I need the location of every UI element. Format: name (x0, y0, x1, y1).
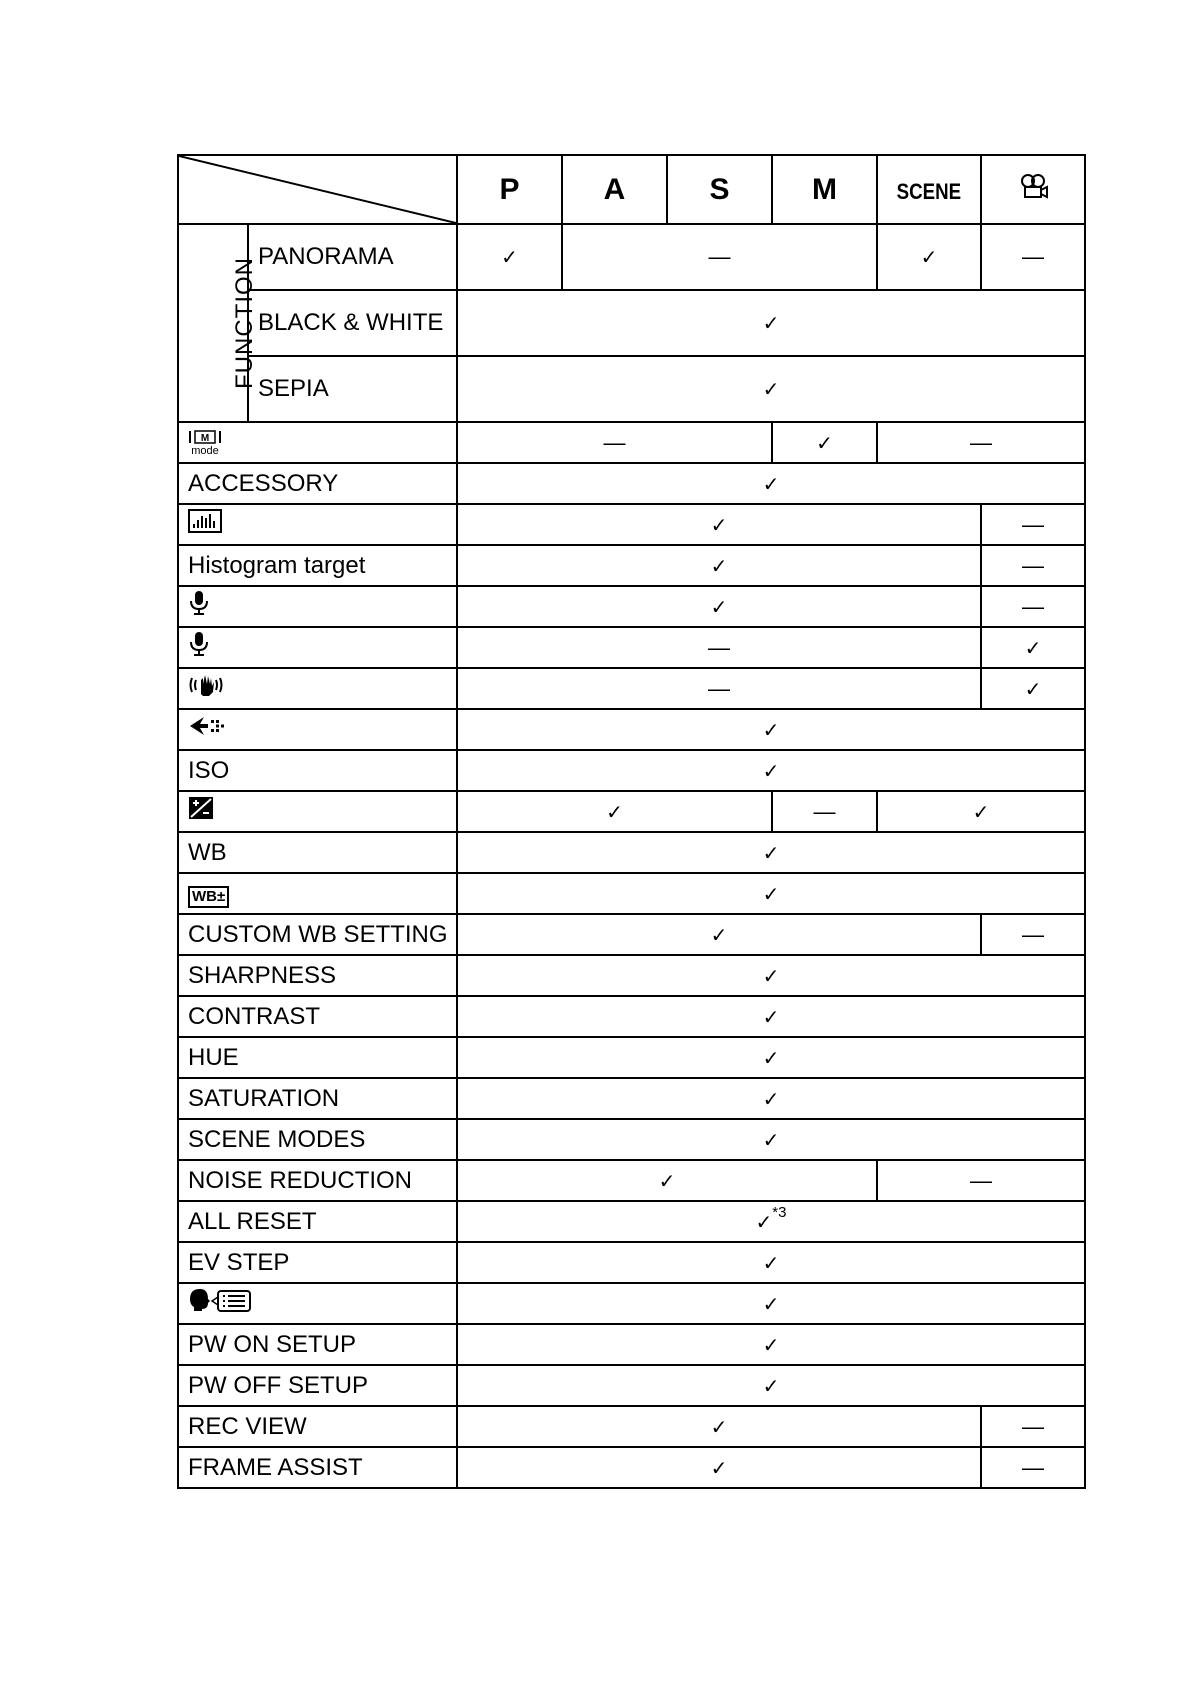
cell-check: ✓ (457, 356, 1085, 422)
cell-dash: — (981, 1447, 1085, 1488)
scene-label: SCENE (896, 178, 962, 204)
table-row-mic-movie (178, 627, 1085, 668)
cell-dash: — (457, 627, 981, 668)
language-icon (188, 1287, 252, 1313)
table-row-black-white (178, 290, 1085, 356)
exposure-compensation-icon (188, 796, 214, 820)
cell-dash: — (772, 791, 877, 832)
my-mode-icon: M mode (191, 433, 219, 458)
cell-dash: — (457, 668, 981, 709)
row-label-panorama: PANORAMA (248, 224, 457, 290)
table-row-custom-wb (178, 914, 1085, 955)
diagonal-line (179, 156, 456, 223)
cell-check: ✓ (457, 1078, 1085, 1119)
cell-check: ✓ (457, 1037, 1085, 1078)
table-row-noise-reduction (178, 1160, 1085, 1201)
col-header-movie (981, 155, 1085, 224)
row-label-accessory: ACCESSORY (178, 463, 457, 504)
cell-check: ✓ (457, 1119, 1085, 1160)
cell-dash: — (877, 1160, 1085, 1201)
table-row-accessory (178, 463, 1085, 504)
row-label-custom-wb: CUSTOM WB SETTING (178, 914, 457, 955)
histogram-icon (188, 509, 222, 533)
row-label-mic-movie (178, 627, 457, 668)
cell-dash: — (877, 422, 1085, 463)
cell-check: ✓ (457, 545, 981, 586)
table-row-histogram-target (178, 545, 1085, 586)
cell-dash: — (562, 224, 877, 290)
cell-check: ✓ (457, 1324, 1085, 1365)
row-label-histogram (178, 504, 457, 545)
table-row-iso (178, 750, 1085, 791)
cell-check: ✓ (457, 750, 1085, 791)
col-header-a: A (562, 155, 667, 224)
cell-dash: — (457, 422, 772, 463)
table-row-sharpness (178, 955, 1085, 996)
cell-dash: — (981, 504, 1085, 545)
table-row-wb (178, 832, 1085, 873)
table-row-stabilizer (178, 668, 1085, 709)
row-label-language (178, 1283, 457, 1324)
cell-check: ✓ (877, 791, 1085, 832)
cell-dash: — (981, 1406, 1085, 1447)
row-label-contrast: CONTRAST (178, 996, 457, 1037)
cell-check: ✓ (457, 1406, 981, 1447)
svg-text:M: M (200, 433, 210, 445)
row-label-histogram-target: Histogram target (178, 545, 457, 586)
row-label-exposure (178, 791, 457, 832)
cell-dash: — (981, 586, 1085, 627)
cell-dash: — (981, 545, 1085, 586)
table-row-pw-on (178, 1324, 1085, 1365)
wb-adjust-icon: WB± (188, 886, 229, 908)
row-label-my-mode (178, 422, 457, 463)
table-row-panorama (178, 224, 1085, 290)
cell-check: ✓ (772, 422, 877, 463)
row-label-wb: WB (178, 832, 457, 873)
cell-dash: — (981, 224, 1085, 290)
cell-check: ✓ (457, 1365, 1085, 1406)
cell-check-footnote: ✓$^{*3}$ (457, 1201, 1085, 1242)
footnote-marker: *3 (772, 1203, 787, 1221)
row-label-flash (178, 709, 457, 750)
col-header-p: P (457, 155, 562, 224)
col-header-scene (877, 155, 981, 224)
table-row-saturation (178, 1078, 1085, 1119)
table-row-scene-modes (178, 1119, 1085, 1160)
cell-check: ✓ (457, 463, 1085, 504)
table-row-rec-view (178, 1406, 1085, 1447)
row-label-saturation: SATURATION (178, 1078, 457, 1119)
function-group-cell (178, 224, 258, 422)
table-row-exposure (178, 791, 1085, 832)
row-label-mic-still (178, 586, 457, 627)
function-availability-table (177, 154, 1086, 1489)
cell-check: ✓ (457, 832, 1085, 873)
header-row (178, 155, 1085, 224)
cell-dash: — (981, 914, 1085, 955)
table-row-mic-still (178, 586, 1085, 627)
cell-check: ✓ (457, 955, 1085, 996)
movie-camera-icon (1018, 173, 1048, 199)
cell-check: ✓ (981, 668, 1085, 709)
cell-check: ✓ (877, 224, 981, 290)
microphone-icon (188, 631, 210, 657)
cell-check: ✓ (457, 1242, 1085, 1283)
cell-check: ✓ (457, 996, 1085, 1037)
row-label-iso: ISO (178, 750, 457, 791)
table-row-frame-assist (178, 1447, 1085, 1488)
cell-check: ✓ (457, 914, 981, 955)
flash-icon (188, 714, 226, 738)
cell-check: ✓ (457, 1447, 981, 1488)
row-label-rec-view: REC VIEW (178, 1406, 457, 1447)
table-row-sepia (178, 356, 1085, 422)
row-label-frame-assist: FRAME ASSIST (178, 1447, 457, 1488)
row-label-sharpness: SHARPNESS (178, 955, 457, 996)
row-label-noise-reduction: NOISE REDUCTION (178, 1160, 457, 1201)
row-label-all-reset: ALL RESET (178, 1201, 457, 1242)
image-stabilizer-icon (188, 672, 228, 698)
cell-check: ✓ (457, 873, 1085, 914)
row-label-stabilizer (178, 668, 457, 709)
cell-check: ✓ (457, 791, 772, 832)
table-row-all-reset (178, 1201, 1085, 1242)
row-label-wb-adjust (178, 873, 457, 914)
row-label-hue: HUE (178, 1037, 457, 1078)
row-label-ev-step: EV STEP (178, 1242, 457, 1283)
table-row-hue (178, 1037, 1085, 1078)
microphone-icon (188, 590, 210, 616)
cell-check: ✓ (457, 290, 1085, 356)
table-row-wb-adjust (178, 873, 1085, 914)
table-row-pw-off (178, 1365, 1085, 1406)
table-row-contrast (178, 996, 1085, 1037)
cell-check: ✓ (981, 627, 1085, 668)
row-label-black-white: BLACK & WHITE (248, 290, 457, 356)
table-row-ev-step (178, 1242, 1085, 1283)
row-label-scene-modes: SCENE MODES (178, 1119, 457, 1160)
function-group-label: FUNCTION (230, 257, 258, 389)
cell-check: ✓ (457, 1160, 877, 1201)
table-row-language (178, 1283, 1085, 1324)
corner-cell (178, 155, 457, 224)
cell-check: ✓ (457, 1283, 1085, 1324)
col-header-s: S (667, 155, 772, 224)
cell-check: ✓ (457, 709, 1085, 750)
row-label-sepia: SEPIA (248, 356, 457, 422)
row-label-pw-off: PW OFF SETUP (178, 1365, 457, 1406)
table-row-my-mode (178, 422, 1085, 463)
table-row-flash (178, 709, 1085, 750)
table-row-histogram (178, 504, 1085, 545)
cell-check: ✓ (457, 586, 981, 627)
cell-check: ✓ (457, 224, 562, 290)
cell-check: ✓ (457, 504, 981, 545)
col-header-m: M (772, 155, 877, 224)
row-label-pw-on: PW ON SETUP (178, 1324, 457, 1365)
